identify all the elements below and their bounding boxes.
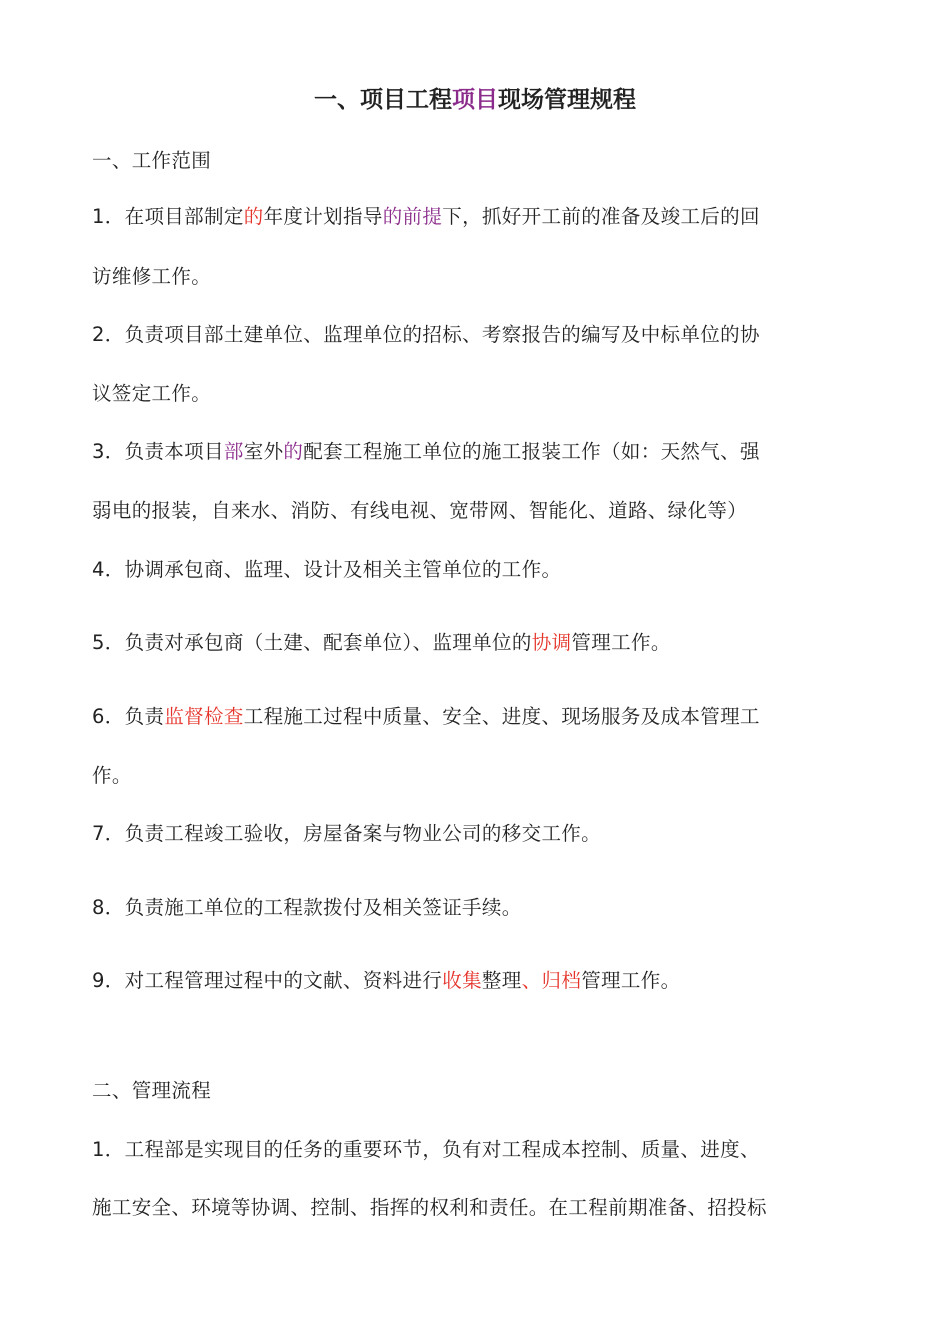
paragraph-1-line-2: 访维修工作。 — [92, 265, 212, 288]
section-heading-process: 二、管理流程 — [92, 1079, 212, 1102]
highlight-text: 的 — [243, 205, 264, 228]
paragraph-3-line-1: 3．负责本项目部室外的配套工程施工单位的施工报装工作（如：天然气、强 — [92, 440, 760, 463]
paragraph-1-line-1: 1．在项目部制定的年度计划指导的前提下，抓好开工前的准备及竣工后的回 — [92, 205, 760, 228]
process-paragraph-1-line-1: 1．工程部是实现目的任务的重要环节，负有对工程成本控制、质量、进度、 — [92, 1138, 760, 1161]
highlight-text: 的 — [283, 440, 304, 463]
paragraph-2-line-2: 议签定工作。 — [92, 382, 212, 405]
paragraph-5: 5．负责对承包商（土建、配套单位）、监理单位的协调管理工作。 — [92, 631, 671, 654]
paragraph-7: 7．负责工程竣工验收，房屋备案与物业公司的移交工作。 — [92, 822, 602, 845]
highlight-text: 、归档 — [521, 969, 582, 992]
section-heading-scope: 一、工作范围 — [92, 149, 212, 172]
page-title — [0, 82, 950, 118]
paragraph-6-line-1: 6．负责监督检查工程施工过程中质量、安全、进度、现场服务及成本管理工 — [92, 705, 760, 728]
highlight-text: 协调 — [531, 631, 572, 654]
paragraph-8: 8．负责施工单位的工程款拨付及相关签证手续。 — [92, 896, 522, 919]
paragraph-4: 4．协调承包商、监理、设计及相关主管单位的工作。 — [92, 558, 562, 581]
title-text: 现场管理规程 — [498, 87, 636, 113]
highlight-text: 的前提 — [382, 205, 443, 228]
process-paragraph-1-line-2: 施工安全、环境等协调、控制、指挥的权利和责任。在工程前期准备、招投标 — [92, 1196, 767, 1219]
title-text: 一、项目工程 — [314, 87, 452, 113]
highlight-text: 收集 — [442, 969, 482, 992]
paragraph-9: 9．对工程管理过程中的文献、资料进行收集整理、归档管理工作。 — [92, 969, 681, 992]
highlight-text: 部 — [223, 440, 244, 463]
title-highlight: 项目 — [452, 87, 498, 113]
paragraph-3-line-2: 弱电的报装，自来水、消防、有线电视、宽带网、智能化、道路、绿化等） — [92, 499, 748, 522]
highlight-text: 监督检查 — [164, 705, 244, 728]
paragraph-2-line-1: 2．负责项目部土建单位、监理单位的招标、考察报告的编写及中标单位的协 — [92, 323, 760, 346]
paragraph-6-line-2: 作。 — [92, 764, 132, 787]
